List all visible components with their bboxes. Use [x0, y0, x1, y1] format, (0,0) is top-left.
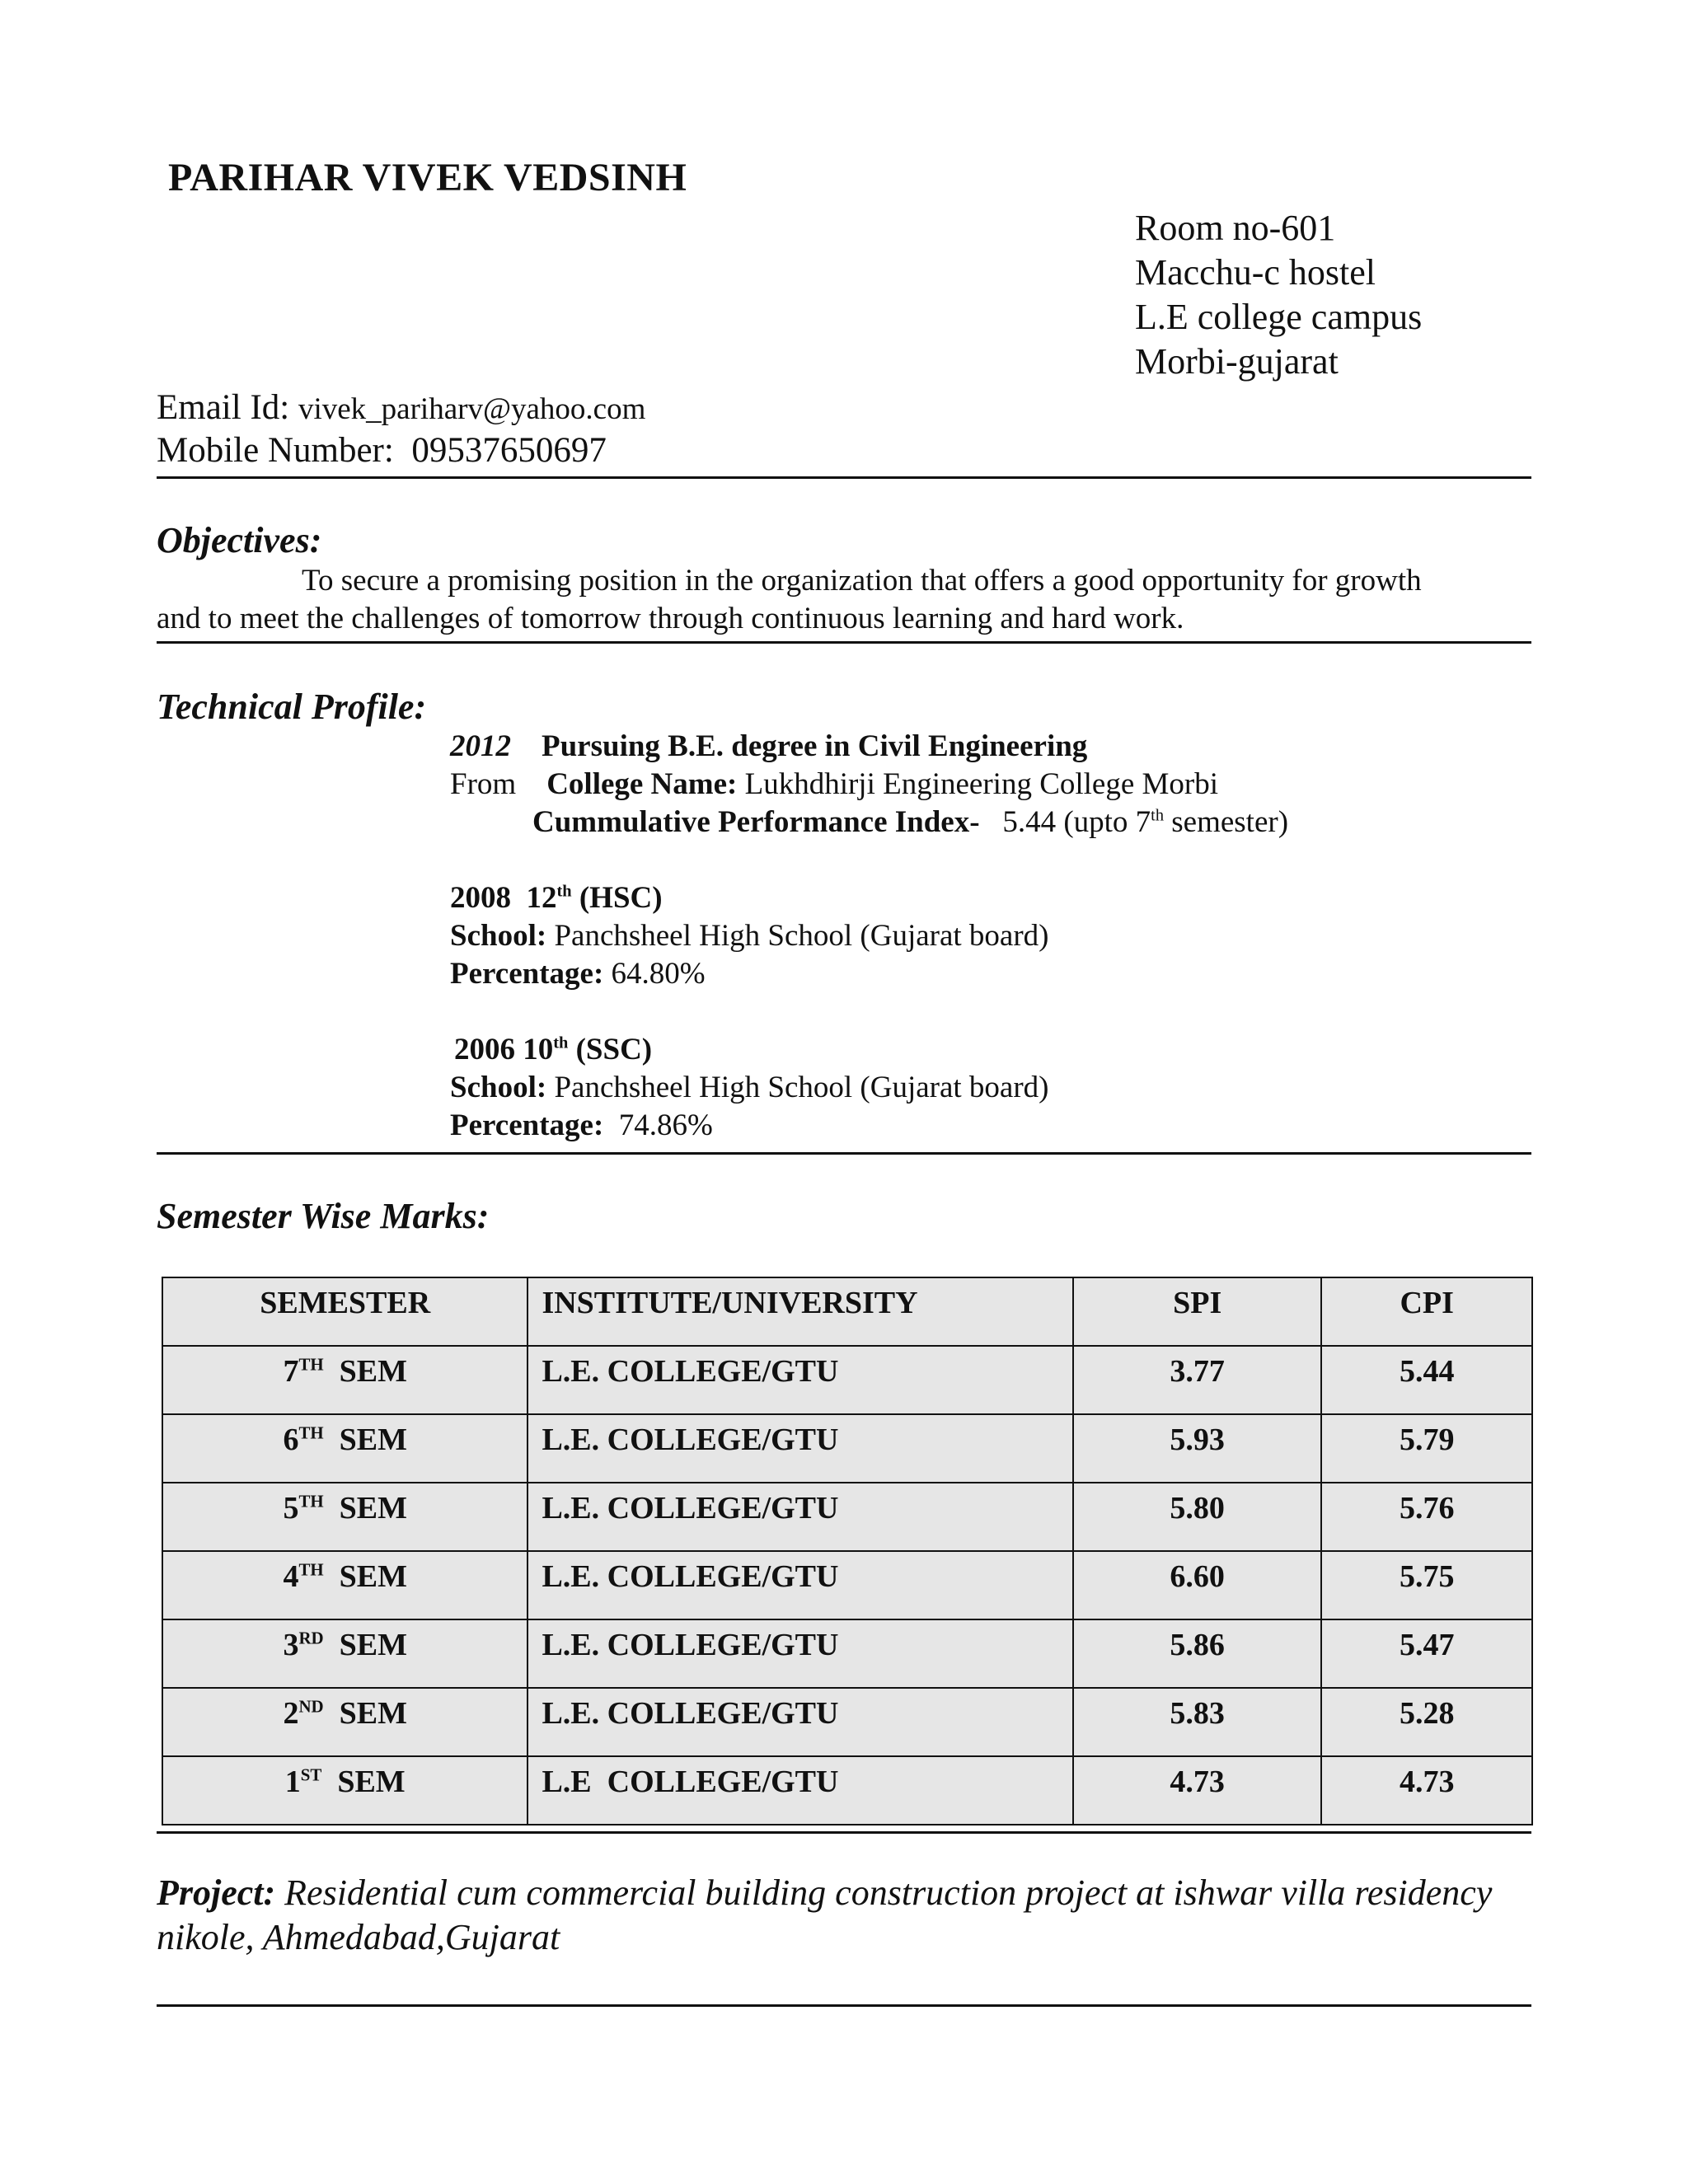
ssc-pct-label: Percentage:: [450, 1108, 604, 1142]
table-row: [162, 1688, 1532, 1756]
section-divider: [157, 476, 1531, 479]
cpi-cell: 4.73: [1321, 1756, 1532, 1825]
section-divider: [157, 641, 1531, 644]
be-college-line: [450, 766, 1218, 804]
mobile-label: Mobile Number:: [157, 431, 394, 470]
column-header-institute: INSTITUTE/UNIVERSITY: [528, 1277, 1073, 1346]
column-header-semester: SEMESTER: [162, 1277, 528, 1346]
section-divider: [157, 2004, 1531, 2007]
address-line: L.E college campus: [1135, 297, 1423, 337]
semester-word: SEM: [339, 1354, 407, 1389]
institute-cell: L.E. COLLEGE/GTU: [528, 1551, 1073, 1619]
ssc-pct: 74.86%: [618, 1108, 713, 1142]
be-cpi-line: [532, 804, 1288, 841]
table-row: [162, 1551, 1532, 1619]
be-year: 2012: [450, 729, 511, 763]
semester-cell: [162, 1414, 528, 1483]
column-header-spi: SPI: [1073, 1277, 1321, 1346]
table-row: [162, 1619, 1532, 1688]
ssc-percentage-line: [450, 1107, 713, 1145]
hsc-grade-sup: th: [556, 882, 572, 901]
be-title: Pursuing B.E. degree in Civil Engineering: [542, 729, 1088, 763]
semester-marks-heading: Semester Wise Marks:: [157, 1196, 490, 1236]
email-line: [157, 387, 645, 428]
ssc-grade: 10: [523, 1033, 554, 1066]
semester-suffix: TH: [298, 1491, 324, 1511]
objectives-line: To secure a promising position in the organization that offers a good opportunity for growth: [302, 564, 1422, 598]
semester-word: SEM: [339, 1559, 407, 1594]
hsc-year: 2008: [450, 881, 511, 915]
semester-number: 7: [283, 1354, 299, 1389]
column-header-cpi: CPI: [1321, 1277, 1532, 1346]
semester-suffix: ST: [300, 1765, 322, 1785]
mobile-line: [157, 430, 607, 471]
hsc-board: (HSC): [579, 881, 663, 915]
spi-cell: 4.73: [1073, 1756, 1321, 1825]
ssc-grade-sup: th: [553, 1033, 569, 1052]
institute-cell: L.E. COLLEGE/GTU: [528, 1619, 1073, 1688]
semester-word: SEM: [339, 1422, 407, 1457]
technical-profile-heading: Technical Profile:: [157, 687, 427, 727]
be-college-label: College Name:: [546, 767, 738, 801]
spi-cell: 5.80: [1073, 1483, 1321, 1551]
hsc-pct: 64.80%: [611, 957, 706, 991]
ssc-school-label: School:: [450, 1071, 547, 1104]
objectives-line: and to meet the challenges of tomorrow through continuous learning and hard work.: [157, 602, 1184, 635]
semester-cell: [162, 1619, 528, 1688]
spi-cell: 6.60: [1073, 1551, 1321, 1619]
semester-cell: [162, 1756, 528, 1825]
cpi-cell: 5.28: [1321, 1688, 1532, 1756]
hsc-grade: 12: [526, 881, 557, 915]
be-title-line: [450, 728, 1087, 766]
semester-cell: [162, 1688, 528, 1756]
address-line: Macchu-c hostel: [1135, 252, 1376, 293]
ssc-year: 2006: [454, 1033, 515, 1066]
address-line: Morbi-gujarat: [1135, 341, 1339, 382]
semester-suffix: TH: [298, 1559, 324, 1580]
institute-cell: L.E. COLLEGE/GTU: [528, 1483, 1073, 1551]
semester-word: SEM: [339, 1628, 407, 1662]
institute-cell: L.E. COLLEGE/GTU: [528, 1346, 1073, 1414]
semester-cell: [162, 1551, 528, 1619]
semester-number: 4: [283, 1559, 299, 1594]
hsc-percentage-line: [450, 955, 706, 993]
cpi-cell: 5.76: [1321, 1483, 1532, 1551]
section-divider: [157, 1831, 1531, 1834]
semester-word: SEM: [339, 1491, 407, 1526]
semester-number: 1: [284, 1765, 301, 1799]
semester-number: 2: [283, 1696, 299, 1731]
hsc-title-line: [450, 879, 663, 917]
hsc-school-line: [450, 917, 1049, 955]
ssc-board: (SSC): [575, 1033, 653, 1066]
hsc-school-label: School:: [450, 919, 547, 953]
institute-cell: L.E. COLLEGE/GTU: [528, 1688, 1073, 1756]
spi-cell: 5.83: [1073, 1688, 1321, 1756]
ssc-school: Panchsheel High School (Gujarat board): [554, 1071, 1049, 1104]
objectives-heading: Objectives:: [157, 520, 322, 560]
address-block: [1135, 206, 1422, 384]
semester-marks-table: [162, 1277, 1533, 1825]
institute-cell: L.E. COLLEGE/GTU: [528, 1414, 1073, 1483]
semester-suffix: ND: [298, 1696, 324, 1717]
objectives-text: [157, 562, 1531, 638]
spi-cell: 5.93: [1073, 1414, 1321, 1483]
email-label: Email Id:: [157, 388, 290, 427]
semester-word: SEM: [339, 1696, 407, 1731]
semester-suffix: RD: [298, 1628, 324, 1648]
cpi-cell: 5.75: [1321, 1551, 1532, 1619]
table-row: [162, 1756, 1532, 1825]
ssc-title-line: [454, 1031, 652, 1069]
project-text: Residential cum commercial building construction project at ishwar villa residency nikole, Ahmedabad,Gujarat: [157, 1872, 1493, 1957]
semester-number: 3: [283, 1628, 299, 1662]
table-header-row: [162, 1277, 1532, 1346]
cpi-cell: 5.79: [1321, 1414, 1532, 1483]
semester-number: 6: [283, 1422, 299, 1457]
be-from: From: [450, 767, 517, 801]
institute-cell: L.E COLLEGE/GTU: [528, 1756, 1073, 1825]
hsc-pct-label: Percentage:: [450, 957, 604, 991]
semester-suffix: TH: [298, 1422, 324, 1443]
be-cpi-label: Cummulative Performance Index-: [532, 805, 980, 839]
table-row: [162, 1414, 1532, 1483]
semester-number: 5: [283, 1491, 299, 1526]
semester-suffix: TH: [298, 1354, 324, 1375]
spi-cell: 5.86: [1073, 1619, 1321, 1688]
semester-cell: [162, 1483, 528, 1551]
be-cpi-tail: semester): [1171, 805, 1289, 839]
project-label: Project:: [157, 1872, 276, 1913]
semester-cell: [162, 1346, 528, 1414]
cpi-cell: 5.44: [1321, 1346, 1532, 1414]
hsc-school: Panchsheel High School (Gujarat board): [554, 919, 1049, 953]
semester-word: SEM: [337, 1765, 406, 1799]
section-divider: [157, 1152, 1531, 1155]
address-line: Room no-601: [1135, 208, 1336, 248]
be-college: Lukhdhirji Engineering College Morbi: [744, 767, 1219, 801]
cpi-cell: 5.47: [1321, 1619, 1532, 1688]
spi-cell: 3.77: [1073, 1346, 1321, 1414]
project-block: [157, 1871, 1558, 1960]
ssc-school-line: [450, 1069, 1049, 1107]
candidate-name: PARIHAR VIVEK VEDSINH: [168, 156, 687, 199]
mobile-value: 09537650697: [411, 431, 607, 470]
be-cpi-sup: th: [1151, 806, 1164, 825]
email-value: vivek_pariharv@yahoo.com: [298, 392, 646, 426]
be-cpi-value: 5.44 (upto 7: [1002, 805, 1151, 839]
table-row: [162, 1346, 1532, 1414]
table-row: [162, 1483, 1532, 1551]
